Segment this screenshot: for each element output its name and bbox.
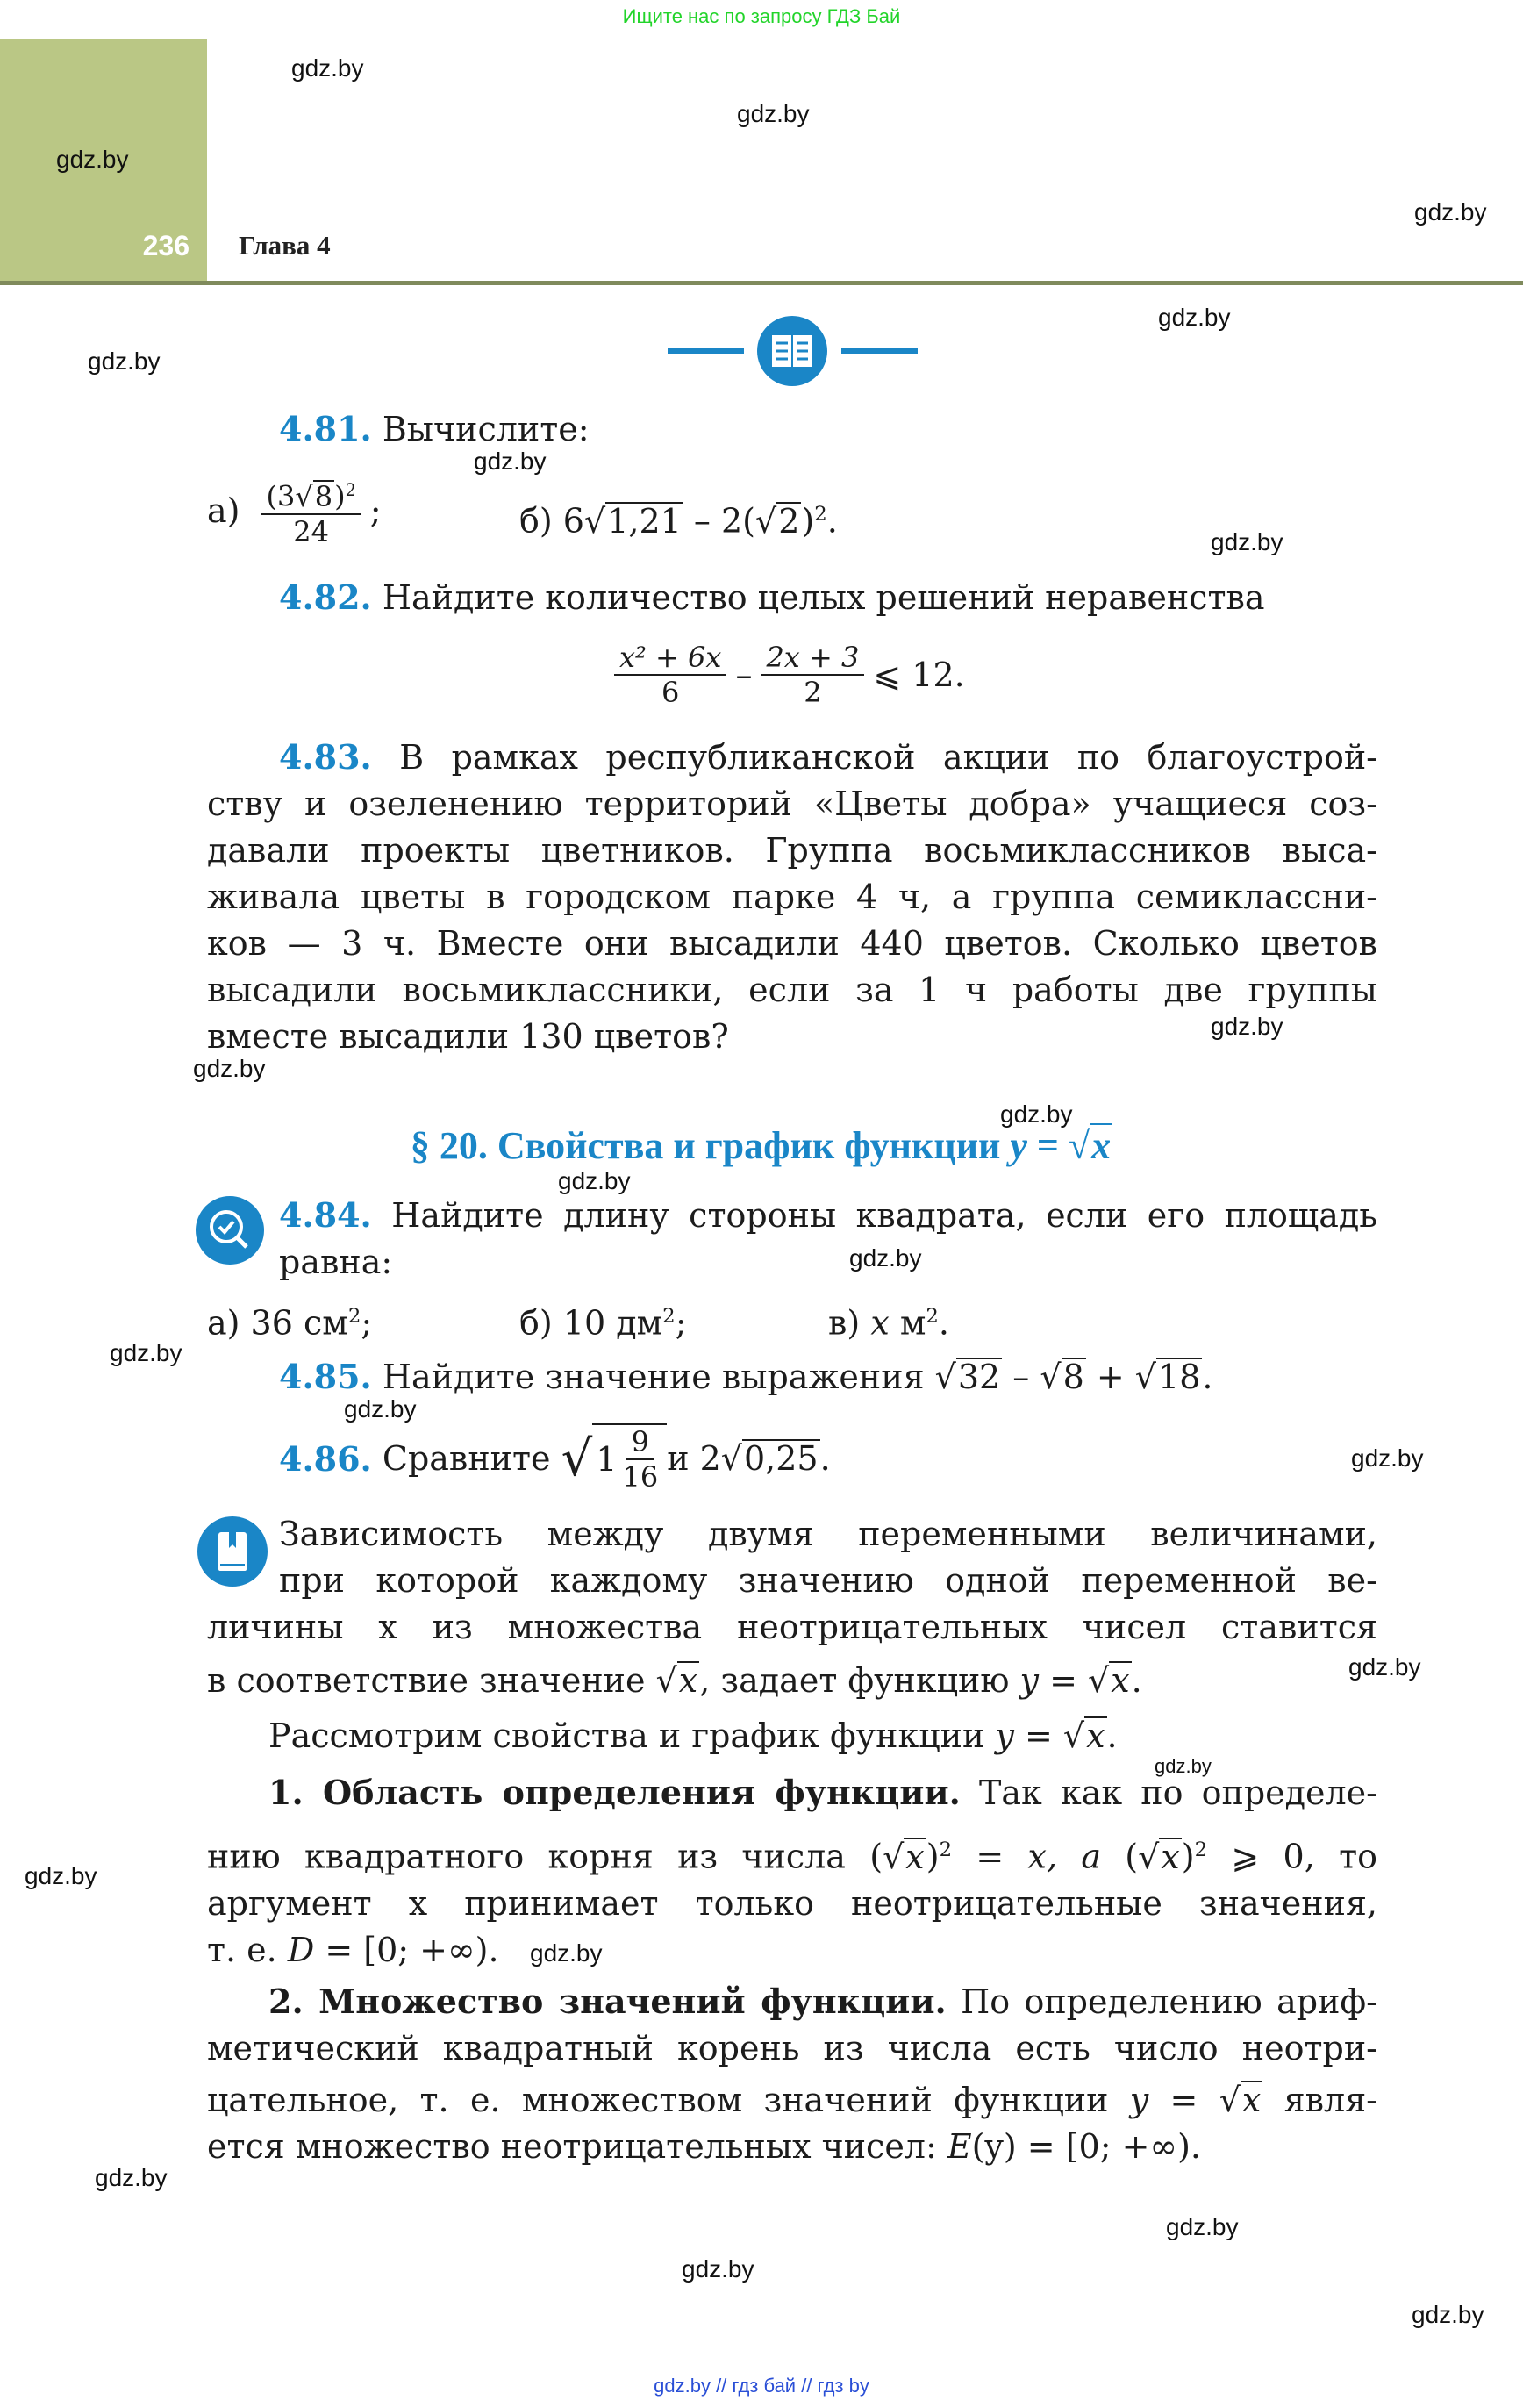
page-number: 236: [142, 230, 189, 262]
task-4-86: 4.86. Сравните √ 1 $\frac{9}{16}$ и 2 √ 0,25 .: [279, 1423, 831, 1494]
task-text: Найдите количество целых решений неравенства: [382, 578, 1265, 617]
watermark: gdz.by: [1348, 1653, 1421, 1681]
definition-block: Зависимость между двумя переменными величинами, при которой каждому значению одной переменной ве-: [279, 1515, 1377, 1600]
watermark: gdz.by: [849, 1244, 922, 1272]
watermark: gdz.by: [88, 348, 161, 375]
definition-block-cont: личины x из множества неотрицательных чисел ставится в соответствие значение √ x, задает функцию y = √ x.: [207, 1604, 1377, 1704]
divider-line-right: [841, 348, 918, 354]
watermark: gdz.by: [474, 448, 547, 475]
watermark: gdz.by: [737, 100, 810, 127]
watermark: gdz.by: [1166, 2213, 1239, 2240]
task-4-82: [279, 574, 1265, 621]
task-number: 4.81.: [279, 409, 372, 448]
task-number: 4.82.: [279, 577, 372, 617]
watermark: gdz.by: [193, 1055, 266, 1082]
property-2: 2. Множество значений функции. По определению ариф- метический квадратный корень из числа есть число неотри- цательное, т. е. множеством значений функции y = √ x явля- ется множество неотрицательных чисел: E(y) = [0; +∞).: [207, 1978, 1377, 2170]
task-4-81-a: а) $\frac{(3 √ 8)^2}{24}$ ;: [207, 474, 382, 548]
task-4-84-b: б) 10 $дм^2$;: [519, 1303, 687, 1343]
fraction: $\frac{(3 √ 8)^2}{24}$: [261, 474, 361, 548]
task-4-85: 4.85. Найдите значение выражения √ 32 – √ 8 + √ 18.: [279, 1353, 1212, 1401]
task-4-81: [279, 405, 590, 453]
task-4-84-c: в) x $м^2$.: [828, 1303, 949, 1343]
intro-line: Рассмотрим свойства и график функции y = √ x.: [268, 1713, 1118, 1759]
inequality: $\frac{\text{x² + 6x}}{6}$ – $\frac{2x + 3}{2}$ ⩽ 12.: [614, 641, 965, 709]
closed-book-bookmark-icon: [197, 1516, 268, 1587]
watermark: gdz.by: [1211, 1013, 1283, 1040]
magnifier-check-icon: [196, 1196, 264, 1265]
top-banner: Ищите нас по запросу ГДЗ Бай: [622, 5, 901, 27]
task-number: 4.83.: [279, 737, 372, 777]
open-book-icon: [757, 316, 827, 386]
chapter-title: Глава 4: [239, 230, 331, 261]
watermark: gdz.by: [1158, 304, 1231, 331]
task-4-81-b: б) 6 √ 1,21 – 2( √ 2)$^2$.: [519, 491, 838, 545]
task-4-84-a: а) 36 $см^2$;: [207, 1303, 373, 1343]
watermark: gdz.by: [530, 1939, 603, 1967]
task-number: 4.86.: [279, 1438, 372, 1479]
task-text: Вычислите:: [382, 410, 590, 448]
header-rule: [0, 281, 1523, 285]
property-1: 1. Область определения функции. Так как по определе- нию квадратного корня из числа ( √ x)$^2$ = x, а ( √ x)$^2$ ⩾ 0, то аргумент x принимает только неотрицательные значения, т. е. D = [0; +∞).: [207, 1769, 1377, 1974]
item-label: а): [207, 491, 240, 530]
bottom-banner: gdz.by // гдз бай // гдз by: [654, 2375, 869, 2397]
watermark: gdz.by: [1414, 198, 1487, 226]
watermark: gdz.by: [1351, 1444, 1424, 1472]
watermark: gdz.by: [95, 2164, 168, 2191]
watermark: gdz.by: [56, 146, 129, 173]
watermark: gdz.by: [682, 2255, 754, 2283]
sqrt-symbol: [584, 502, 605, 541]
watermark: gdz.by: [1211, 528, 1283, 555]
item-label: б): [519, 501, 553, 541]
watermark: gdz.by: [1412, 2301, 1484, 2328]
watermark: gdz.by: [110, 1339, 182, 1366]
watermark: gdz.by: [558, 1167, 631, 1194]
task-4-84: 4.84. Найдите длину стороны квадрата, если его площадь равна:: [279, 1195, 1377, 1281]
watermark: gdz.by: [1000, 1100, 1073, 1128]
watermark: gdz.by: [344, 1395, 417, 1423]
watermark: gdz.by: [25, 1862, 97, 1889]
section-heading: § 20. Свойства и график функции y = √ x: [0, 1123, 1523, 1168]
sqrt-symbol: [295, 480, 312, 513]
watermark: gdz.by: [1155, 1755, 1212, 1777]
task-number: 4.84.: [279, 1195, 372, 1235]
watermark: gdz.by: [291, 54, 364, 82]
divider-line-left: [668, 348, 744, 354]
task-number: 4.85.: [279, 1357, 372, 1396]
task-4-83: 4.83. В рамках республиканской акции по благоустрой- ству и озеленению территорий «Цветы добра» учащиеся соз- давали проекты цветников. Группа восьмиклассников выса- живала цветы в городском парке 4 ч, а группа семиклассни- ков — 3 ч. Вместе они высадили 440 цветов. Сколько цветов высадили восьмиклассники, если за 1 ч работы две группы вместе высадили 130 цветов?: [207, 737, 1377, 1056]
